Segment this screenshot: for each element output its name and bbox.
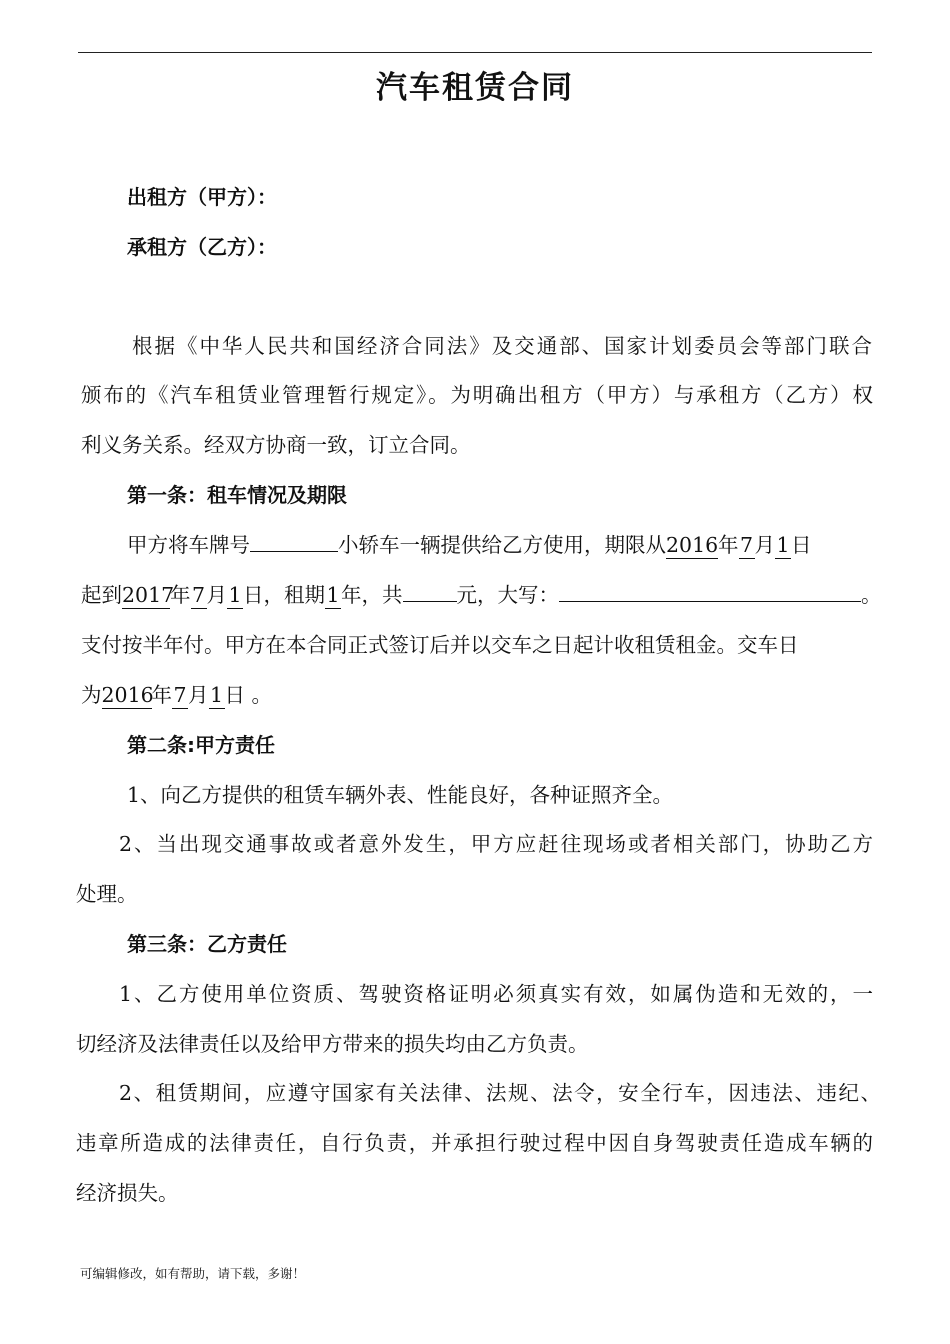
amount-in-words-blank[interactable] (559, 601, 861, 602)
start-day: 1 (776, 533, 790, 557)
plate-number-blank[interactable] (250, 551, 338, 552)
article1-line-1: 甲方将车牌号 小轿车一辆提供给乙方使用，期限从2016年7月1日 (127, 533, 812, 557)
delivery-year: 2016 (101, 683, 154, 707)
header-rule (78, 52, 872, 53)
delivery-month: 7 (173, 683, 187, 707)
article3-item-1-line-1: 1、乙方使用单位资质、驾驶资格证明必须真实有效，如属伪造和无效的，一 (119, 982, 873, 1006)
start-month: 7 (739, 533, 754, 557)
article1-line-2: 起到2017年7月1日，租期1年，共 元，大写： 。 (81, 583, 882, 607)
end-month: 7 (191, 583, 206, 607)
end-day: 1 (228, 583, 242, 607)
article2-heading: 第二条:甲方责任 (127, 733, 275, 757)
term-years: 1 (326, 583, 340, 607)
article2-item-2-line-2: 处理。 (76, 882, 138, 906)
article1-line-3: 支付按半年付。甲方在本合同正式签订后并以交车之日起计收租赁租金。交车日 (81, 633, 799, 657)
footer-note: 可编辑修改，如有帮助，请下载，多谢！ (80, 1266, 306, 1281)
article2-item-1: 1、向乙方提供的租赁车辆外表、性能良好，各种证照齐全。 (127, 783, 674, 807)
lessor-label: 出租方（甲方）： (127, 185, 277, 209)
article1-heading: 第一条：租车情况及期限 (127, 483, 347, 507)
start-year: 2016 (666, 533, 719, 557)
article1-line-4: 为2016年7月1日 。 (81, 683, 273, 707)
document-title: 汽车租赁合同 (376, 70, 574, 106)
lessee-label: 承租方（乙方）： (127, 235, 277, 259)
article3-item-1-line-2: 切经济及法律责任以及给甲方带来的损失均由乙方负责。 (76, 1032, 589, 1056)
total-amount-blank[interactable] (403, 601, 457, 602)
delivery-day: 1 (209, 683, 224, 707)
preamble-line-1: 根据《中华人民共和国经济合同法》及交通部、国家计划委员会等部门联合 (132, 334, 872, 358)
preamble-line-2: 颁布的《汽车租赁业管理暂行规定》。为明确出租方（甲方）与承租方（乙方）权 (81, 383, 873, 407)
article3-item-2-line-1: 2、租赁期间，应遵守国家有关法律、法规、法令，安全行车，因违法、违纪、 (119, 1081, 881, 1105)
article3-item-2-line-2: 违章所造成的法律责任，自行负责，并承担行驶过程中因自身驾驶责任造成车辆的 (76, 1131, 873, 1155)
preamble-line-3: 利义务关系。经双方协商一致，订立合同。 (81, 433, 471, 457)
article3-item-2-line-3: 经济损失。 (76, 1181, 179, 1205)
article2-item-2-line-1: 2、当出现交通事故或者意外发生，甲方应赶往现场或者相关部门，协助乙方 (119, 832, 873, 856)
article3-heading: 第三条：乙方责任 (127, 932, 287, 956)
end-year: 2017 (122, 583, 175, 607)
